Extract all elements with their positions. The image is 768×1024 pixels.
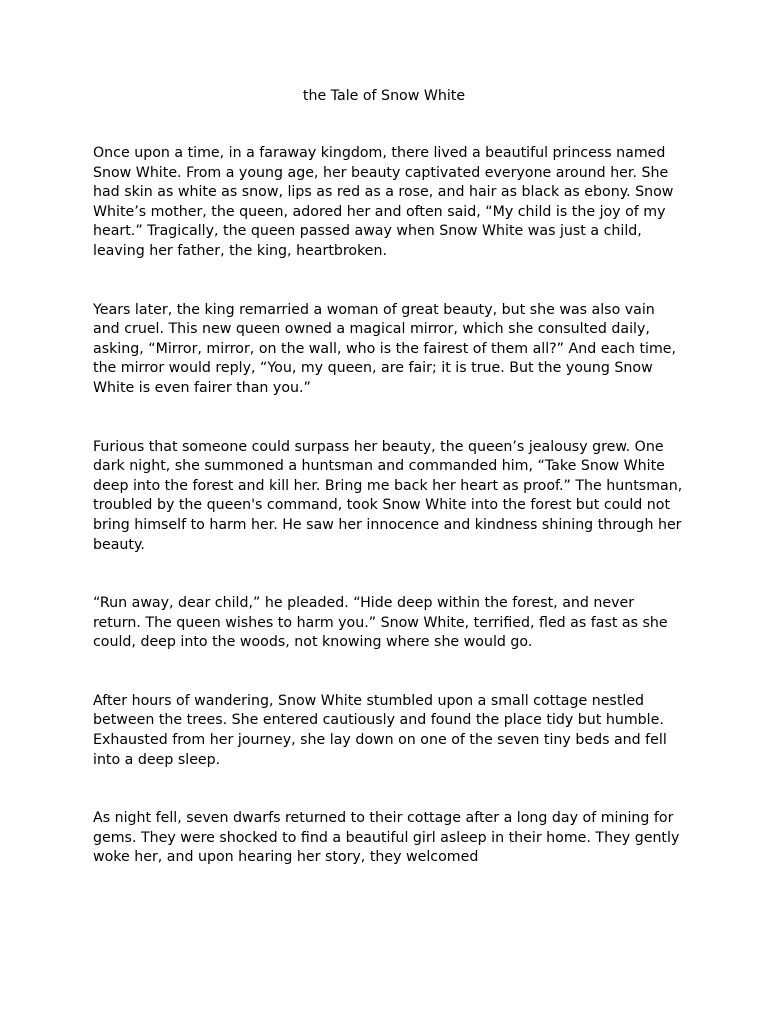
paragraph-4: “Run away, dear child,” he pleaded. “Hide deep within the forest, and never return. The queen wishes to harm you.” Snow White, terrified, fled as fast as she could, deep into the woods, not knowing where she would go. <box>93 595 668 651</box>
document-body <box>93 144 683 907</box>
paragraph-2: Years later, the king remarried a woman of great beauty, but she was also vain and cruel. This new queen owned a magical mirror, which she consulted daily, asking, “Mirror, mirror, on the wall, who is the fairest of them all?” And each time, the mirror would reply, “You, my queen, are fair; it is true. But the young Snow White is even fairer than you.” <box>93 301 677 396</box>
paragraph-6: As night fell, seven dwarfs returned to their cottage after a long day of mining for gems. They were shocked to find a beautiful girl asleep in their home. They gently woke her, and upon hearing her story, they welcomed <box>93 810 680 866</box>
paragraph-3: Furious that someone could surpass her beauty, the queen’s jealousy grew. One dark night, she summoned a huntsman and commanded him, “Take Snow White deep into the forest and kill her. Bring me back her heart as proof.” The huntsman, troubled by the queen's command, took Snow White into the forest but could not bring himself to harm her. He saw her innocence and kindness shining through her beauty. <box>93 438 683 553</box>
paragraph-5: After hours of wandering, Snow White stumbled upon a small cottage nestled between the trees. She entered cautiously and found the place tidy but humble. Exhausted from her journey, she lay down on one of the seven tiny beds and fell into a deep sleep. <box>93 692 667 768</box>
paragraph-1: Once upon a time, in a faraway kingdom, there lived a beautiful princess named Snow White. From a young age, her beauty captivated everyone around her. She had skin as white as snow, lips as red as a rose, and hair as black as ebony. Snow White’s mother, the queen, adored her and often said, “My child is the joy of my heart.” Tragically, the queen passed away when Snow White was just a child, leaving her father, the king, heartbroken. <box>93 145 674 259</box>
document-title: the Tale of Snow White <box>302 88 466 104</box>
